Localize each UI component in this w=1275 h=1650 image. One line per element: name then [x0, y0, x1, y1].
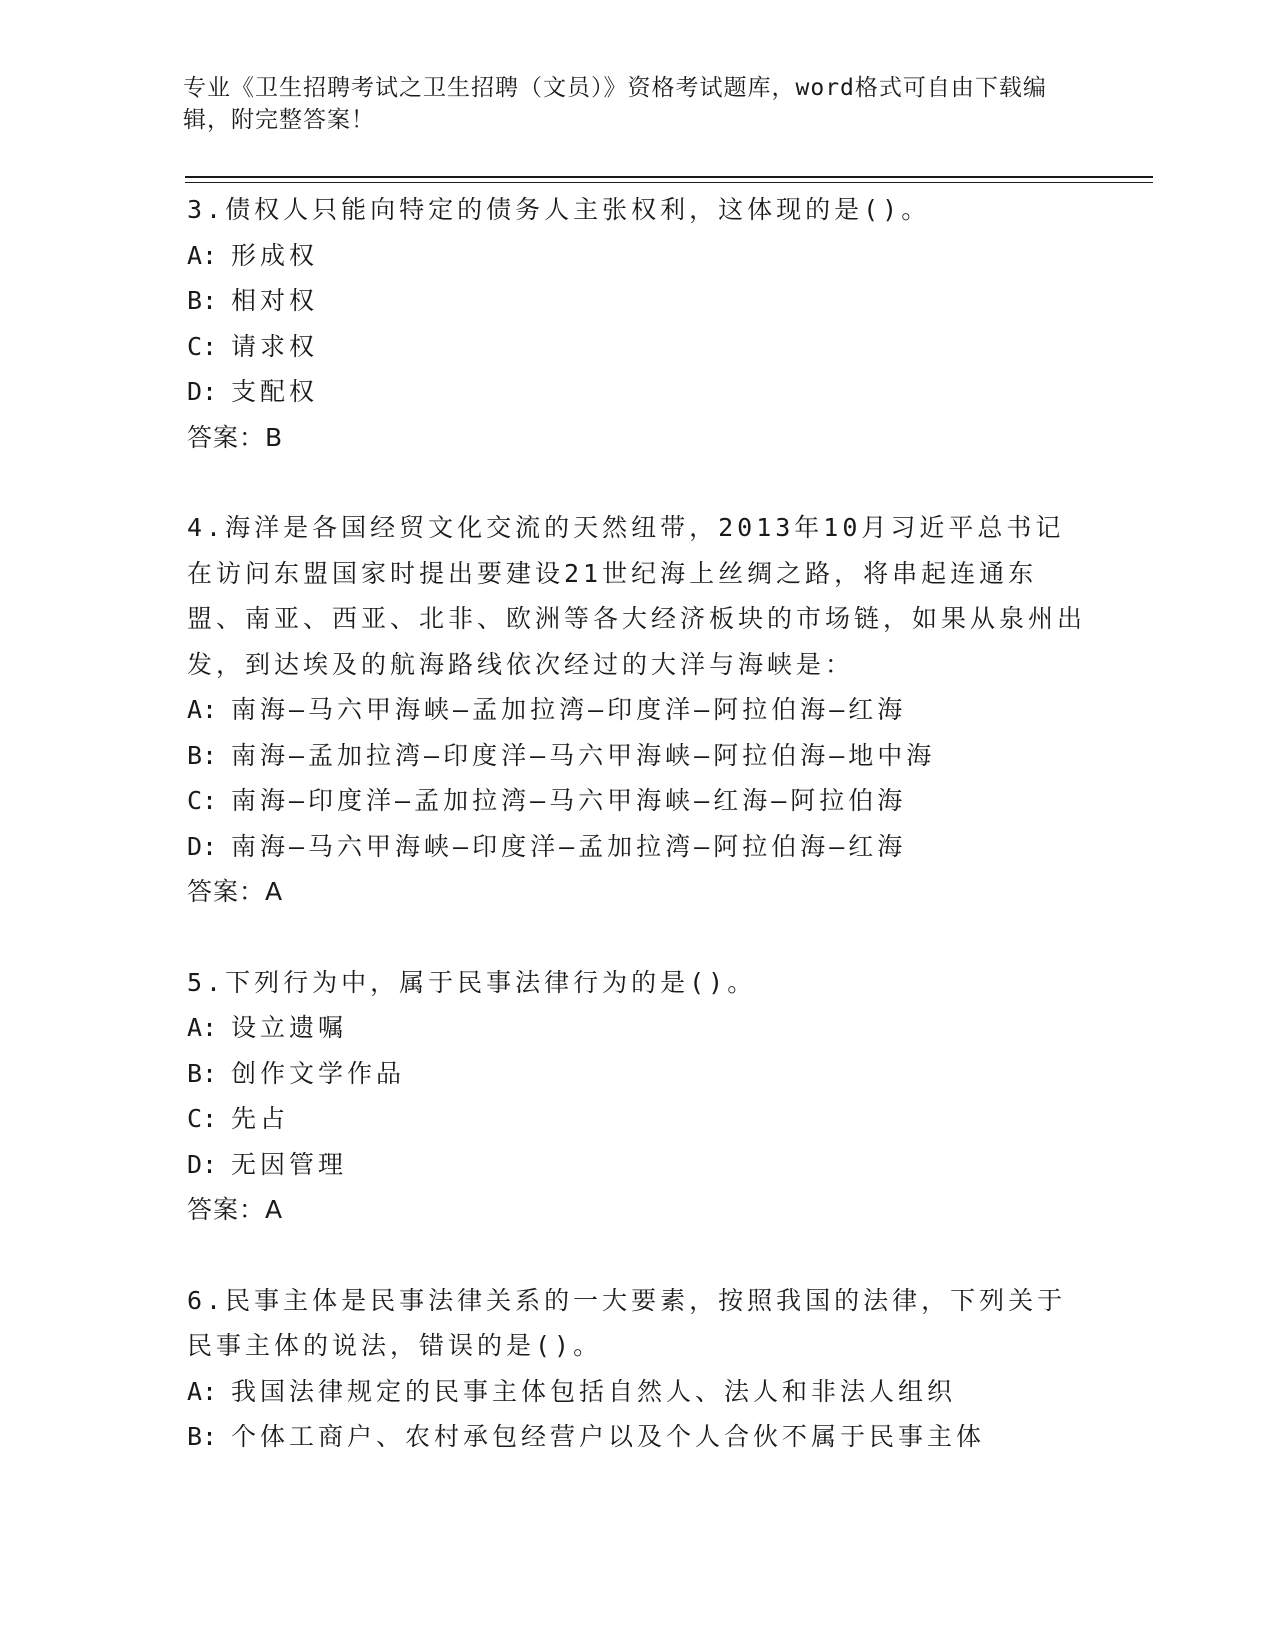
option-letter: A:: [187, 1013, 218, 1042]
option-text: 先占: [231, 1104, 290, 1133]
option-d: [187, 824, 1087, 870]
question-list: [187, 187, 1087, 1460]
option-text: 相对权: [231, 286, 319, 315]
option-letter: B:: [187, 1058, 218, 1088]
option-d: [187, 369, 1087, 415]
question-stem: 5.下列行为中，属于民事法律行为的是()。: [187, 967, 757, 997]
question-6: [187, 1278, 1087, 1460]
answer-line: 答案：A: [187, 1195, 284, 1224]
option-c: [187, 1096, 1087, 1142]
option-letter: C:: [187, 331, 218, 361]
option-letter: C:: [187, 1104, 218, 1133]
option-text: 设立遗嘱: [231, 1013, 348, 1042]
option-letter: B:: [187, 286, 218, 315]
question-3: [187, 187, 1087, 460]
option-b: [187, 733, 1087, 779]
option-text: 南海—印度洋—孟加拉湾—马六甲海峡—红海—阿拉伯海: [231, 786, 907, 815]
option-c: [187, 324, 1087, 370]
option-b: [187, 1414, 1087, 1460]
option-b: [187, 1051, 1087, 1097]
option-b: [187, 278, 1087, 324]
option-c: [187, 778, 1087, 824]
option-text: 请求权: [231, 331, 319, 361]
document-header: 专业《卫生招聘考试之卫生招聘（文员）》资格考试题库，word格式可自由下载编辑，附完整答案！: [183, 75, 1047, 133]
question-4: [187, 505, 1087, 915]
question-spacer: [187, 915, 1087, 960]
option-text: 我国法律规定的民事主体包括自然人、法人和非法人组织: [231, 1376, 957, 1406]
option-letter: A:: [187, 695, 218, 724]
header-rule-thick: [185, 176, 1153, 178]
question-spacer: [187, 1233, 1087, 1278]
option-letter: A:: [187, 1376, 218, 1406]
option-text: 南海—马六甲海峡—孟加拉湾—印度洋—阿拉伯海—红海: [231, 695, 907, 724]
option-text: 南海—马六甲海峡—印度洋—孟加拉湾—阿拉伯海—红海: [231, 831, 907, 861]
option-letter: D:: [187, 1149, 218, 1179]
question-stem: 6.民事主体是民事法律关系的一大要素，按照我国的法律，下列关于民事主体的说法，错误的是()。: [187, 1285, 1067, 1360]
option-d: [187, 1142, 1087, 1188]
question-stem: 4.海洋是各国经贸文化交流的天然纽带，2013年10月习近平总书记在访问东盟国家时提出要建设21世纪海上丝绸之路，将串起连通东盟、南亚、西亚、北非、欧洲等各大经济板块的市场链，如果从泉州出发，到达埃及的航海路线依次经过的大洋与海峡是：: [187, 513, 1087, 679]
option-letter: D:: [187, 377, 218, 406]
option-text: 创作文学作品: [231, 1058, 406, 1088]
answer-line: 答案：B: [187, 422, 284, 452]
option-text: 形成权: [231, 240, 319, 270]
header-rule-thin: [185, 182, 1153, 183]
option-a: [187, 233, 1087, 279]
option-a: [187, 1005, 1087, 1051]
question-stem: 3.债权人只能向特定的债务人主张权利，这体现的是()。: [187, 195, 931, 224]
option-letter: A:: [187, 240, 218, 270]
option-text: 个体工商户、农村承包经营户以及个人合伙不属于民事主体: [231, 1422, 986, 1451]
option-text: 支配权: [231, 377, 319, 406]
option-text: 无因管理: [231, 1149, 348, 1179]
option-a: [187, 687, 1087, 733]
answer-line: 答案：A: [187, 877, 284, 906]
option-a: [187, 1369, 1087, 1415]
option-letter: D:: [187, 831, 218, 861]
option-letter: C:: [187, 786, 218, 815]
option-text: 南海—孟加拉湾—印度洋—马六甲海峡—阿拉伯海—地中海: [231, 740, 936, 770]
question-5: [187, 960, 1087, 1233]
question-spacer: [187, 460, 1087, 505]
option-letter: B:: [187, 1422, 218, 1451]
option-letter: B:: [187, 740, 218, 770]
